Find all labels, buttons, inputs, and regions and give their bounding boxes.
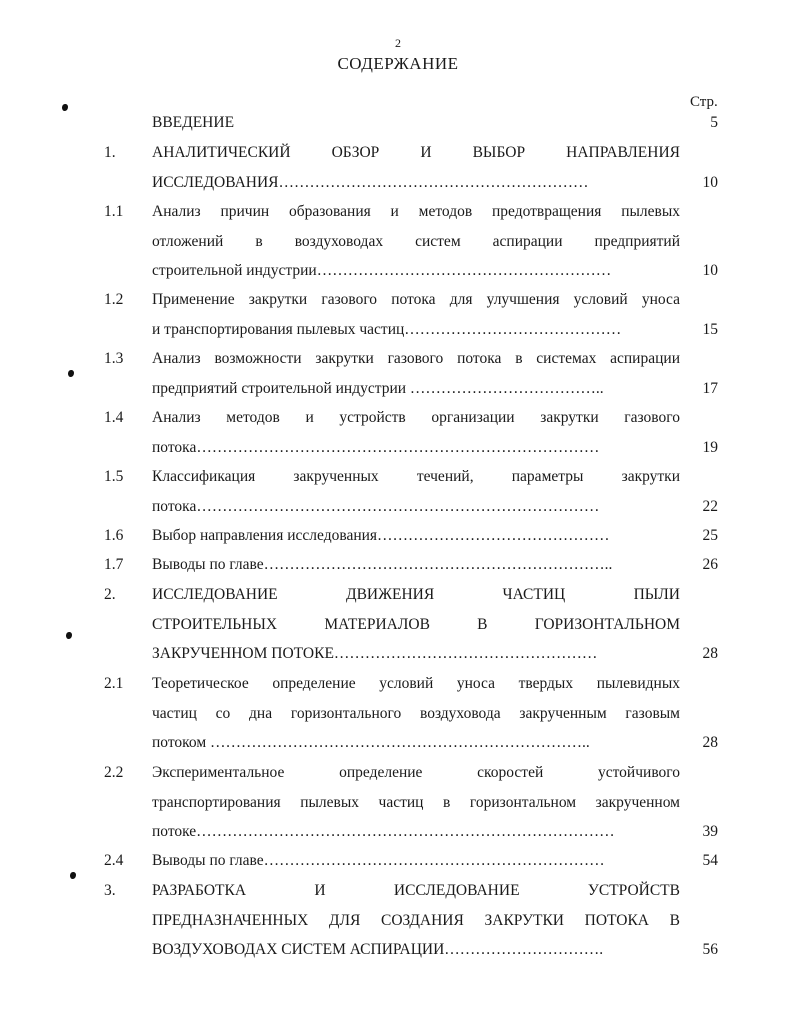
toc-entry-title	[152, 285, 680, 344]
toc-entry-line: РАЗРАБОТКА И ИССЛЕДОВАНИЕ УСТРОЙСТВ	[152, 882, 680, 899]
toc-entry-title	[152, 846, 680, 876]
toc-entry-title	[152, 138, 680, 197]
toc-entry-title	[152, 758, 680, 847]
toc-entry-line: Теоретическое определение условий уноса твердых пылевидных	[152, 675, 680, 692]
toc-entry-page: 19	[702, 438, 718, 456]
toc-entry-line: ИССЛЕДОВАНИЯ……………………………………………………	[152, 173, 589, 191]
toc-entry-line: транспортирования пылевых частиц в горизонтальном закрученном	[152, 793, 680, 811]
toc-entry-line: АНАЛИТИЧЕСКИЙ ОБЗОР И ВЫБОР НАПРАВЛЕНИЯ	[152, 144, 680, 161]
toc-entry-number: 2.2	[104, 764, 124, 781]
toc-entry-number: 1.7	[104, 556, 124, 573]
toc-entry-page: 15	[702, 320, 718, 338]
toc-entry-page: 25	[702, 527, 718, 544]
toc-entry-title	[152, 521, 680, 551]
toc-entry-line: ВВЕДЕНИЕ	[152, 114, 235, 131]
toc-entry-line: и транспортирования пылевых частиц……………………………………	[152, 320, 622, 338]
toc-entry-page: 54	[702, 852, 718, 869]
toc-entry-line: частиц со дна горизонтального воздуховода закрученным газовым	[152, 704, 680, 722]
toc-entry-page: 56	[702, 941, 718, 958]
toc-entry-title	[152, 462, 680, 521]
toc-entry-title	[152, 876, 680, 965]
page-number: 2	[395, 36, 401, 50]
toc-entry-line: Анализ возможности закрутки газового потока в системах аспирации	[152, 350, 680, 367]
toc-entry-number: 2.	[104, 586, 116, 603]
toc-entry-page: 28	[702, 645, 718, 662]
toc-entry-title	[152, 669, 680, 758]
toc-entry-title	[152, 344, 680, 403]
scan-speck-mark	[70, 872, 76, 879]
toc-entry-page: 26	[702, 556, 718, 573]
toc-entry-line: СТРОИТЕЛЬНЫХ МАТЕРИАЛОВ В ГОРИЗОНТАЛЬНОМ	[152, 615, 680, 633]
toc-entry-line: Выводы по главе…………………………………………………………..	[152, 556, 613, 573]
toc-entry-page: 22	[702, 497, 718, 515]
toc-entry-line: Классификация закрученных течений, параметры закрутки	[152, 468, 680, 485]
page-title: СОДЕРЖАНИЕ	[337, 54, 459, 73]
toc-entry-number: 2.4	[104, 852, 124, 869]
toc-entry-title	[152, 197, 680, 286]
scan-speck-mark	[66, 632, 72, 639]
toc-entry-line: Выводы по главе…………………………………………………………	[152, 852, 605, 869]
toc-entry-number: 1.6	[104, 527, 124, 544]
toc-entry-number: 2.1	[104, 675, 124, 692]
toc-entry-line: Экспериментальное определение скоростей устойчивого	[152, 764, 680, 781]
page-column-label: Стр.	[690, 94, 718, 110]
toc-entry-line: Анализ причин образования и методов предотвращения пылевых	[152, 203, 680, 220]
toc-entry-number: 3.	[104, 882, 116, 899]
toc-entry-line: потоком ………………………………………………………………..	[152, 734, 590, 751]
toc-entry-line: Анализ методов и устройств организации закрутки газового	[152, 409, 680, 426]
toc-entry-number: 1.1	[104, 203, 124, 220]
toc-entry-number: 1.2	[104, 291, 124, 308]
toc-entry-page: 17	[702, 379, 718, 397]
toc-entry-line: потока……………………………………………………………………	[152, 497, 600, 515]
toc-entry-title	[152, 580, 680, 669]
toc-entry-page: 5	[710, 114, 718, 131]
toc-entry-page: 10	[702, 262, 718, 279]
toc-entry-line: строительной индустрии…………………………………………………	[152, 262, 612, 279]
toc-entry-line: потока……………………………………………………………………	[152, 438, 600, 456]
toc-entry-number: 1.5	[104, 468, 124, 485]
toc-entry-line: Применение закрутки газового потока для улучшения условий уноса	[152, 291, 680, 308]
toc-entry-line: предприятий строительной индустрии ………………………………..	[152, 379, 604, 397]
toc-entry-number: 1.4	[104, 409, 124, 426]
toc-entry-page: 10	[702, 173, 718, 191]
toc-entry-title	[152, 550, 680, 580]
toc-entry-line: ПРЕДНАЗНАЧЕННЫХ ДЛЯ СОЗДАНИЯ ЗАКРУТКИ ПОТОКА В	[152, 911, 680, 929]
toc-entry-line: ИССЛЕДОВАНИЕ ДВИЖЕНИЯ ЧАСТИЦ ПЫЛИ	[152, 586, 680, 603]
toc-entry-line: отложений в воздуховодах систем аспирации предприятий	[152, 232, 680, 250]
toc-entry-line: ВОЗДУХОВОДАХ СИСТЕМ АСПИРАЦИИ………………………….	[152, 941, 604, 958]
toc-entry-line: Выбор направления исследования………………………………………	[152, 527, 610, 544]
toc-entry-page: 28	[702, 734, 718, 751]
toc-entry-line: ЗАКРУЧЕННОМ ПОТОКЕ……………………………………………	[152, 645, 598, 662]
toc-entry-page: 39	[702, 823, 718, 840]
scan-speck-mark	[62, 104, 68, 111]
scan-speck-mark	[68, 370, 74, 377]
toc-entry-title	[152, 403, 680, 462]
toc-entry-line: потоке………………………………………………………………………	[152, 823, 615, 840]
toc-entry-title	[152, 108, 680, 138]
toc-entry-number: 1.3	[104, 350, 124, 367]
toc-entry-number: 1.	[104, 144, 116, 161]
